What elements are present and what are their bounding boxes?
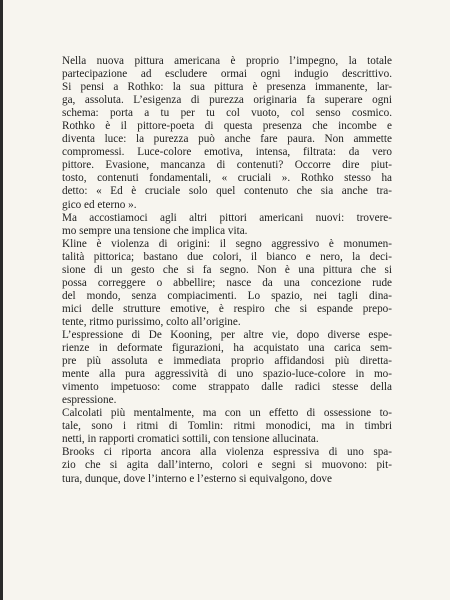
page-edge-shadow: [0, 0, 3, 600]
text-line: possa correggere o abbellire; nasce da una concezione rude: [62, 276, 392, 289]
text-line: L’espressione di De Kooning, per altre vie, dopo diverse espe-: [62, 328, 392, 341]
text-line: compromessi. Luce-colore emotiva, intensa, filtrata: da vero: [62, 146, 392, 159]
text-line: talità pittorica; bastano due colori, il bianco e nero, la deci-: [62, 250, 392, 263]
text-line: Kline è violenza di origini: il segno aggressivo è monumen-: [62, 237, 392, 250]
paragraph: [62, 212, 392, 238]
text-line: Brooks ci riporta ancora alla violenza espressiva di uno spa-: [62, 446, 392, 459]
body-text: [62, 55, 392, 486]
text-line: mici delle strutture emotive, è respiro che si espande prepo-: [62, 302, 392, 315]
text-line: Nella nuova pittura americana è proprio l’impegno, la totale: [62, 55, 392, 67]
text-line: rienze in deformate figurazioni, ha acquistato una carica sem-: [62, 342, 392, 355]
text-line: pittore. Evasione, mancanza di contenuti? Occorre dire piut-: [62, 159, 392, 172]
text-line: del mondo, senza compiacimenti. Lo spazio, nei tagli dina-: [62, 289, 392, 302]
text-line: tosto, contenuti fondamentali, « cruciali ». Rothko stesso ha: [62, 172, 392, 185]
text-line: gico ed eterno ».: [62, 198, 137, 211]
text-line: pre più assoluta e immediata proprio affidandosi più diretta-: [62, 355, 392, 368]
text-line: schema: porta a tu per tu col vuoto, col senso cosmico.: [62, 107, 392, 120]
text-line: Ma accostiamoci agli altri pittori americani nuovi: trovere-: [62, 211, 392, 224]
text-line: sione di un gesto che si fa segno. Non è una pittura che si: [62, 263, 392, 276]
text-line: vimento impetuoso: come strappato dalle radici stesse della: [62, 381, 392, 394]
text-line: mente alla pura aggressività di uno spazio-luce-colore in mo-: [62, 368, 392, 381]
text-line: espressione.: [62, 394, 117, 407]
text-line: ga, assoluta. L’esigenza di purezza originaria fa superare ogni: [62, 94, 392, 107]
text-line: zio che si agita dall’interno, colori e segni si muovono: pit-: [62, 459, 392, 472]
text-line: detto: « Ed è cruciale solo quel contenuto che sia anche tra-: [62, 185, 392, 198]
text-line: tente, ritmo purissimo, colto all’origine.: [62, 315, 241, 328]
text-line: mo sempre una tensione che implica vita.: [62, 224, 248, 237]
text-line: tura, dunque, dove l’interno e l’esterno si equivalgono, dove: [62, 472, 332, 485]
text-line: Rothko è il pittore-poeta di questa presenza che incombe e: [62, 120, 392, 133]
text-line: tale, sono i ritmi di Tomlin: ritmi monodici, ma in timbri: [62, 420, 392, 433]
text-line: partecipazione ad escludere ormai ogni indugio descrittivo.: [62, 68, 392, 81]
text-line: netti, in rapporti cromatici sottili, con tensione allucinata.: [62, 433, 319, 446]
paragraph: [62, 55, 392, 212]
paragraph: [62, 238, 392, 329]
text-line: diventa luce: la purezza può anche fare paura. Non ammette: [62, 133, 392, 146]
paragraph: [62, 329, 392, 407]
text-line: Si pensi a Rothko: la sua pittura è presenza immanente, lar-: [62, 81, 392, 94]
paragraph: [62, 446, 392, 485]
text-line: Calcolati più mentalmente, ma con un effetto di ossessione to-: [62, 407, 392, 420]
paragraph: [62, 407, 392, 446]
